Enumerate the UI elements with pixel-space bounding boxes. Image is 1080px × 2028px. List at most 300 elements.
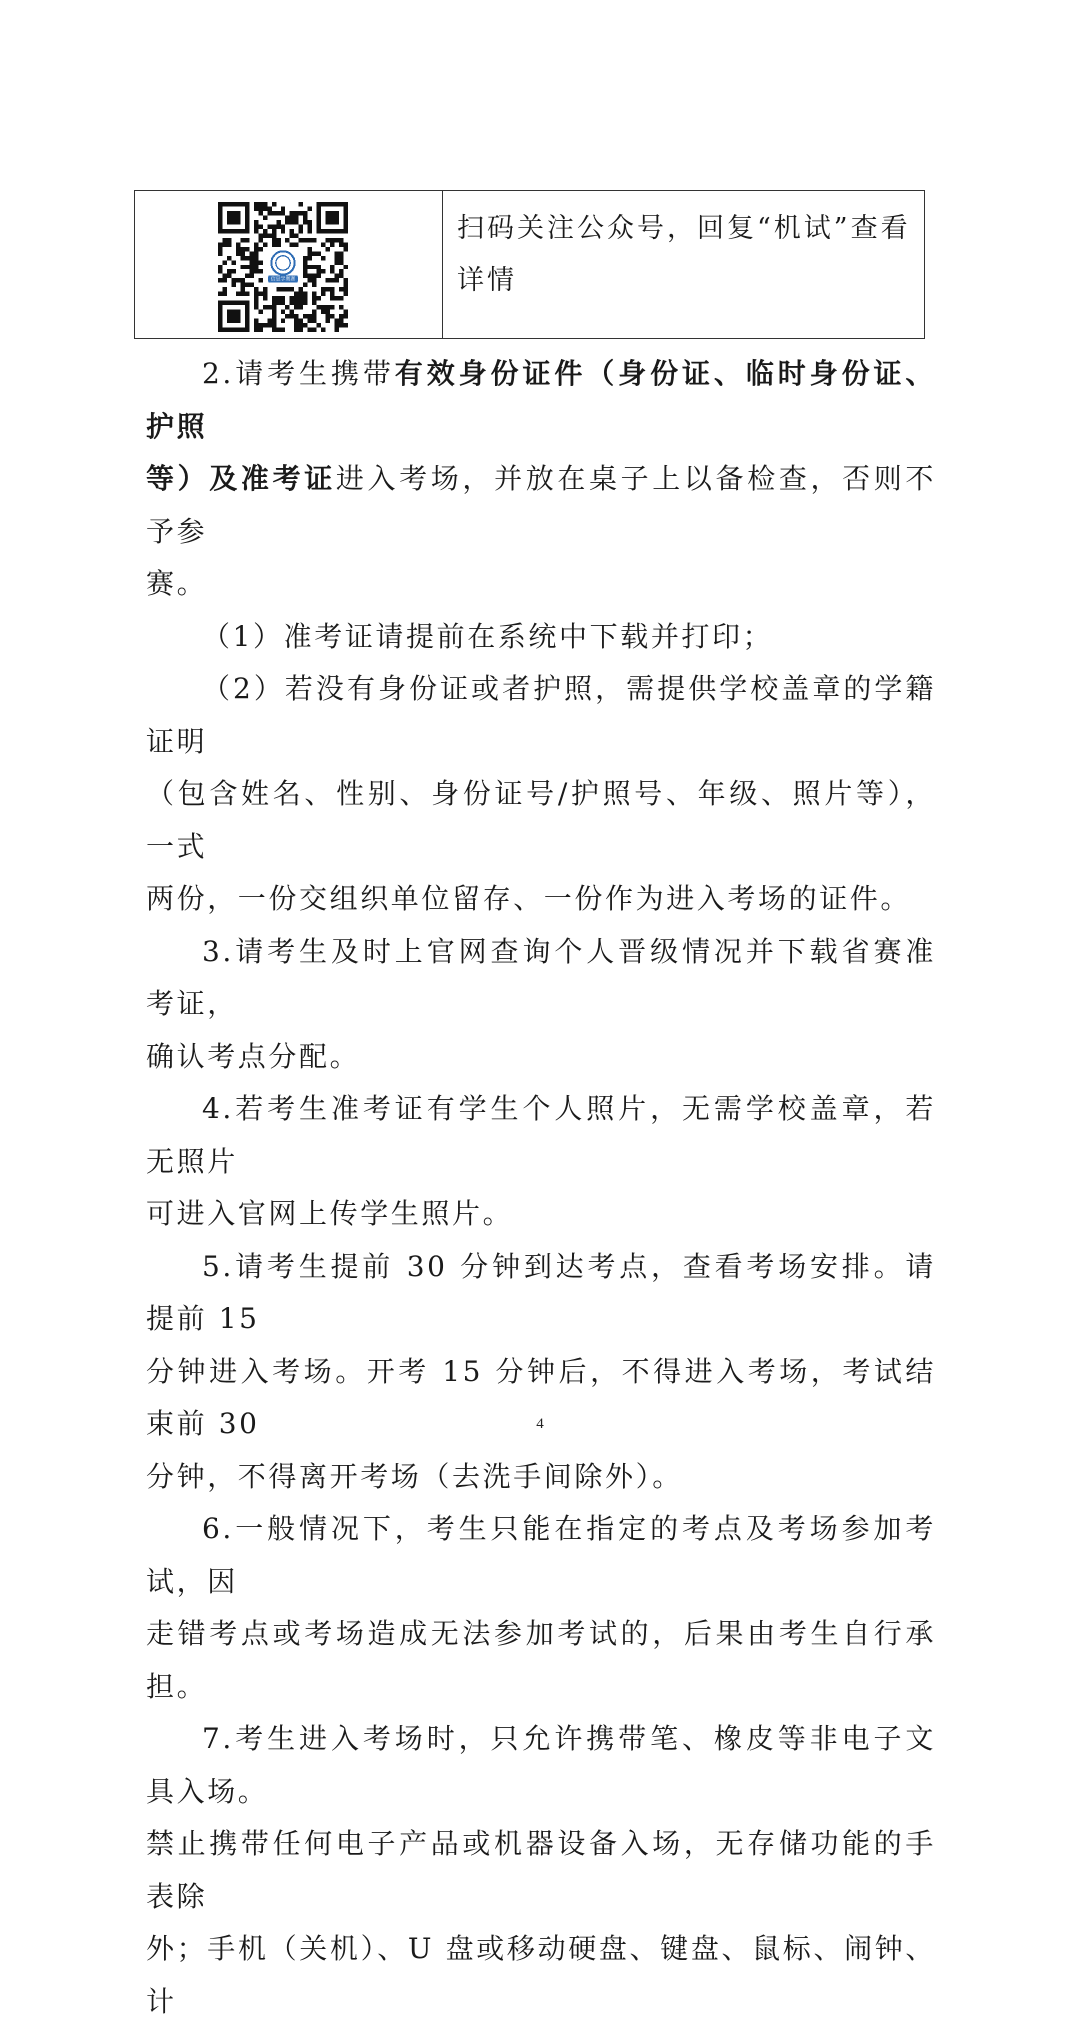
- qr-module: [218, 269, 222, 273]
- qr-module: [294, 314, 298, 318]
- qr-module: [231, 269, 235, 273]
- qr-module: [344, 242, 348, 246]
- qr-module: [326, 305, 330, 309]
- qr-module: [285, 238, 289, 242]
- qr-module: [276, 238, 280, 242]
- qr-module: [312, 274, 316, 278]
- qr-module: [272, 238, 276, 242]
- qr-module: [294, 305, 298, 309]
- qr-module: [254, 319, 258, 323]
- qr-module: [303, 238, 307, 242]
- qr-code-image: [218, 202, 348, 332]
- qr-module: [240, 292, 244, 296]
- qr-module: [308, 247, 312, 251]
- item-4-line-1: 4.若考生准考证有学生个人照片，无需学校盖章，若无照片: [146, 1092, 936, 1178]
- qr-module: [218, 265, 222, 269]
- qr-module: [222, 287, 226, 291]
- qr-module: [330, 269, 334, 273]
- qr-module: [344, 283, 348, 287]
- qr-module: [308, 256, 312, 260]
- qr-module: [294, 233, 298, 237]
- qr-module: [344, 292, 348, 296]
- qr-module: [308, 328, 312, 332]
- qr-module: [326, 278, 330, 282]
- item-7-line-3: 外；手机（关机）、U 盘或移动硬盘、键盘、鼠标、闹钟、计: [146, 1932, 936, 2018]
- qr-module: [258, 269, 262, 273]
- qr-module: [299, 292, 303, 296]
- qr-module: [308, 274, 312, 278]
- qr-module: [236, 278, 240, 282]
- qr-module: [294, 215, 298, 219]
- qr-module: [303, 323, 307, 327]
- qr-module: [312, 265, 316, 269]
- qr-module: [308, 314, 312, 318]
- qr-module: [258, 260, 262, 264]
- qr-module: [231, 260, 235, 264]
- item-2-sub-2: [146, 663, 936, 926]
- qr-module: [276, 328, 280, 332]
- qr-module: [312, 310, 316, 314]
- qr-module: [218, 247, 222, 251]
- qr-module: [344, 287, 348, 291]
- qr-module: [240, 283, 244, 287]
- qr-module: [339, 323, 343, 327]
- qr-module: [344, 310, 348, 314]
- qr-module: [240, 287, 244, 291]
- qr-module: [272, 202, 276, 206]
- qr-module: [236, 292, 240, 296]
- qr-module: [312, 278, 316, 282]
- qr-caption: 扫码关注公众号，回复“机试”查看详情: [457, 213, 911, 296]
- qr-module: [231, 283, 235, 287]
- qr-module: [245, 283, 249, 287]
- qr-module: [276, 242, 280, 246]
- qr-module: [326, 238, 330, 242]
- qr-module: [272, 310, 276, 314]
- qr-module: [254, 287, 258, 291]
- qr-module: [222, 274, 226, 278]
- qr-module: [294, 319, 298, 323]
- qr-module: [267, 319, 271, 323]
- qr-module: [222, 292, 226, 296]
- qr-module: [312, 301, 316, 305]
- qr-module: [254, 220, 258, 224]
- item-6: [146, 1503, 936, 1713]
- qr-module: [258, 323, 262, 327]
- qr-module: [290, 242, 294, 246]
- qr-module: [249, 269, 253, 273]
- qr-module: [303, 283, 307, 287]
- qr-module: [245, 265, 249, 269]
- qr-module: [294, 301, 298, 305]
- qr-module: [330, 292, 334, 296]
- qr-module: [299, 224, 303, 228]
- qr-module: [299, 202, 303, 206]
- item-7: [146, 1713, 936, 2028]
- qr-module: [308, 278, 312, 282]
- qr-module: [218, 278, 222, 282]
- qr-module: [330, 242, 334, 246]
- qr-module: [344, 314, 348, 318]
- qr-module: [303, 211, 307, 215]
- qr-module: [290, 211, 294, 215]
- qr-module: [290, 296, 294, 300]
- qr-module: [299, 296, 303, 300]
- qr-module: [263, 202, 267, 206]
- qr-module: [290, 215, 294, 219]
- qr-module: [227, 269, 231, 273]
- qr-module: [339, 251, 343, 255]
- qr-module: [335, 296, 339, 300]
- qr-module: [335, 256, 339, 260]
- qr-module: [317, 274, 321, 278]
- qr-module: [317, 323, 321, 327]
- qr-module: [281, 206, 285, 210]
- qr-module: [272, 229, 276, 233]
- qr-module: [285, 215, 289, 219]
- qr-module: [249, 251, 253, 255]
- qr-module: [299, 319, 303, 323]
- qr-module: [254, 224, 258, 228]
- qr-module: [218, 292, 222, 296]
- qr-module: [339, 296, 343, 300]
- qr-module: [272, 305, 276, 309]
- qr-module: [339, 274, 343, 278]
- qr-module: [339, 260, 343, 264]
- qr-module: [290, 229, 294, 233]
- qr-module: [222, 278, 226, 282]
- qr-module: [339, 238, 343, 242]
- qr-module: [272, 211, 276, 215]
- qr-module: [303, 314, 307, 318]
- item-2-sub-2-line-3: 两份，一份交组织单位留存、一份作为进入考场的证件。: [146, 882, 912, 915]
- qr-module: [335, 274, 339, 278]
- qr-module: [263, 305, 267, 309]
- qr-module: [267, 206, 271, 210]
- qr-module: [272, 242, 276, 246]
- qr-module: [254, 269, 258, 273]
- qr-module: [317, 251, 321, 255]
- qr-module: [330, 314, 334, 318]
- qr-info-table: [134, 190, 925, 339]
- qr-module: [240, 265, 244, 269]
- qr-logo-text: 信息学奥赛: [270, 276, 296, 283]
- qr-module: [263, 215, 267, 219]
- qr-module: [249, 265, 253, 269]
- qr-module: [335, 278, 339, 282]
- qr-module: [303, 292, 307, 296]
- qr-module: [254, 292, 258, 296]
- qr-module: [249, 256, 253, 260]
- qr-module: [285, 287, 289, 291]
- qr-module: [335, 251, 339, 255]
- qr-module: [326, 247, 330, 251]
- qr-module: [290, 287, 294, 291]
- qr-module: [317, 265, 321, 269]
- qr-module: [267, 211, 271, 215]
- qr-module: [254, 305, 258, 309]
- qr-module: [294, 296, 298, 300]
- qr-module: [258, 310, 262, 314]
- qr-module: [254, 265, 258, 269]
- item-2-sub-1: [146, 611, 936, 664]
- qr-module: [299, 305, 303, 309]
- qr-module: [335, 319, 339, 323]
- qr-module: [245, 256, 249, 260]
- qr-module: [245, 292, 249, 296]
- qr-module: [299, 238, 303, 242]
- qr-module: [272, 233, 276, 237]
- qr-module: [299, 229, 303, 233]
- qr-module: [272, 296, 276, 300]
- qr-module: [258, 206, 262, 210]
- qr-module: [254, 242, 258, 246]
- qr-module: [263, 323, 267, 327]
- qr-module: [312, 251, 316, 255]
- qr-module: [267, 323, 271, 327]
- qr-module: [303, 215, 307, 219]
- qr-module: [236, 247, 240, 251]
- item-4: [146, 1083, 936, 1241]
- qr-module: [321, 287, 325, 291]
- qr-module: [294, 211, 298, 215]
- qr-module: [240, 256, 244, 260]
- item-3-line-2: 确认考点分配。: [146, 1039, 361, 1073]
- qr-module: [281, 301, 285, 305]
- qr-module: [335, 323, 339, 327]
- qr-module: [312, 314, 316, 318]
- qr-module: [290, 233, 294, 237]
- qr-module: [218, 242, 222, 246]
- qr-center-logo: [265, 249, 301, 285]
- qr-module: [272, 224, 276, 228]
- qr-module: [267, 224, 271, 228]
- qr-module: [263, 287, 267, 291]
- qr-module: [276, 301, 280, 305]
- qr-module: [281, 319, 285, 323]
- item-2: [146, 348, 936, 611]
- qr-module: [330, 296, 334, 300]
- qr-module: [321, 292, 325, 296]
- qr-module: [312, 238, 316, 242]
- qr-module: [222, 260, 226, 264]
- qr-module: [285, 305, 289, 309]
- qr-module: [240, 247, 244, 251]
- qr-module: [299, 301, 303, 305]
- qr-module: [254, 229, 258, 233]
- qr-module: [339, 269, 343, 273]
- qr-module: [285, 314, 289, 318]
- qr-module: [254, 251, 258, 255]
- qr-module: [326, 287, 330, 291]
- qr-module: [281, 310, 285, 314]
- qr-module: [272, 323, 276, 327]
- qr-module: [326, 314, 330, 318]
- qr-module: [267, 305, 271, 309]
- qr-module: [312, 296, 316, 300]
- qr-module: [330, 265, 334, 269]
- qr-module: [249, 283, 253, 287]
- qr-module: [272, 319, 276, 323]
- qr-module: [258, 328, 262, 332]
- qr-module: [290, 310, 294, 314]
- qr-module: [285, 220, 289, 224]
- qr-module: [303, 274, 307, 278]
- qr-module: [308, 224, 312, 228]
- bold-requirement: 有效身份证件（身份证、临时身份证、护照: [146, 357, 936, 443]
- qr-module: [254, 206, 258, 210]
- qr-module: [254, 296, 258, 300]
- qr-module: [276, 211, 280, 215]
- qr-module: [222, 238, 226, 242]
- qr-module: [299, 323, 303, 327]
- qr-module: [254, 256, 258, 260]
- item-5-line-1: 5.请考生提前 30 分钟到达考点，查看考场安排。请提前 15: [146, 1249, 936, 1335]
- qr-module: [294, 323, 298, 327]
- qr-module: [317, 269, 321, 273]
- qr-module: [227, 256, 231, 260]
- qr-module: [344, 323, 348, 327]
- qr-module: [321, 310, 325, 314]
- qr-module: [294, 292, 298, 296]
- qr-module: [231, 278, 235, 282]
- qr-module: [281, 296, 285, 300]
- qr-module: [218, 251, 222, 255]
- qr-module: [312, 319, 316, 323]
- qr-module: [258, 211, 262, 215]
- qr-module: [308, 206, 312, 210]
- qr-module: [308, 265, 312, 269]
- qr-module: [339, 256, 343, 260]
- bold-requirement-cont: 等）及准考证: [146, 462, 336, 495]
- qr-module: [303, 256, 307, 260]
- qr-module: [294, 242, 298, 246]
- qr-module: [317, 296, 321, 300]
- qr-module: [222, 242, 226, 246]
- document-body: [146, 348, 936, 2028]
- qr-module: [330, 287, 334, 291]
- qr-module: [227, 242, 231, 246]
- qr-module: [290, 301, 294, 305]
- item-2-line-2: 等）及准考证进入考场，并放在桌子上以备检查，否则不予参: [146, 462, 936, 548]
- qr-module: [321, 242, 325, 246]
- qr-module: [294, 328, 298, 332]
- qr-module: [344, 265, 348, 269]
- qr-module: [299, 211, 303, 215]
- qr-module: [263, 229, 267, 233]
- qr-module: [281, 224, 285, 228]
- item-5-line-2: 分钟进入考场。开考 15 分钟后，不得进入考场，考试结束前 30: [146, 1354, 936, 1440]
- qr-module: [299, 287, 303, 291]
- qr-module: [339, 242, 343, 246]
- qr-module: [326, 310, 330, 314]
- qr-module: [299, 328, 303, 332]
- qr-module: [258, 238, 262, 242]
- item-7-line-2: 禁止携带任何电子产品或机器设备入场，无存储功能的手表除: [146, 1827, 936, 1913]
- qr-module: [276, 224, 280, 228]
- qr-module: [330, 305, 334, 309]
- qr-module: [240, 278, 244, 282]
- item-5-line-3: 分钟，不得离开考场（去洗手间除外）。: [146, 1459, 683, 1493]
- qr-module: [236, 251, 240, 255]
- qr-module: [303, 269, 307, 273]
- qr-module: [312, 328, 316, 332]
- qr-module: [335, 238, 339, 242]
- qr-module: [258, 224, 262, 228]
- qr-module: [339, 319, 343, 323]
- qr-module: [240, 251, 244, 255]
- qr-module: [281, 211, 285, 215]
- qr-module: [276, 287, 280, 291]
- item-7-line-1: 7.考生进入考场时，只允许携带笔、橡皮等非电子文具入场。: [146, 1722, 936, 1808]
- qr-code-cell: [135, 191, 443, 338]
- qr-module: [303, 301, 307, 305]
- qr-module: [303, 220, 307, 224]
- qr-module: [245, 247, 249, 251]
- qr-module: [317, 305, 321, 309]
- qr-module: [272, 328, 276, 332]
- qr-module: [258, 292, 262, 296]
- item-6-line-1: 6.一般情况下，考生只能在指定的考点及考场参加考试，因: [146, 1512, 936, 1598]
- qr-module: [272, 314, 276, 318]
- qr-module: [236, 242, 240, 246]
- qr-module: [335, 260, 339, 264]
- qr-module: [308, 238, 312, 242]
- qr-module: [254, 247, 258, 251]
- qr-module: [308, 251, 312, 255]
- qr-module: [339, 314, 343, 318]
- qr-module: [245, 238, 249, 242]
- qr-module: [254, 202, 258, 206]
- item-5: [146, 1241, 936, 1504]
- qr-module: [258, 247, 262, 251]
- qr-module: [312, 292, 316, 296]
- qr-module: [227, 274, 231, 278]
- qr-module: [312, 283, 316, 287]
- qr-module: [290, 314, 294, 318]
- item-2-sub-2-line-1: （2）若没有身份证或者护照，需提供学校盖章的学籍证明: [146, 672, 936, 758]
- qr-module: [303, 260, 307, 264]
- qr-module: [276, 296, 280, 300]
- qr-module: [258, 233, 262, 237]
- page-number: 4: [536, 1416, 544, 1432]
- qr-module: [263, 206, 267, 210]
- qr-module: [330, 238, 334, 242]
- qr-module: [294, 220, 298, 224]
- qr-module: [321, 256, 325, 260]
- qr-module: [344, 247, 348, 251]
- qr-module: [249, 260, 253, 264]
- qr-module: [339, 305, 343, 309]
- qr-module: [321, 305, 325, 309]
- qr-module: [240, 238, 244, 242]
- item-2-sub-1-line-1: （1）准考证请提前在系统中下载并打印；: [202, 619, 774, 653]
- qr-module: [263, 233, 267, 237]
- qr-module: [303, 296, 307, 300]
- qr-module: [281, 229, 285, 233]
- item-2-line-3: 赛。: [146, 567, 208, 600]
- qr-module: [258, 278, 262, 282]
- qr-module: [254, 260, 258, 264]
- item-6-line-2: 走错考点或考场造成无法参加考试的，后果由考生自行承担。: [146, 1617, 936, 1703]
- qr-module: [326, 319, 330, 323]
- qr-module: [321, 269, 325, 273]
- qr-module: [245, 274, 249, 278]
- item-2-sub-2-line-2: （包含姓名、性别、身份证号/护照号、年级、照片等），一式: [146, 777, 936, 863]
- qr-module: [258, 202, 262, 206]
- qr-module: [303, 265, 307, 269]
- qr-module: [263, 242, 267, 246]
